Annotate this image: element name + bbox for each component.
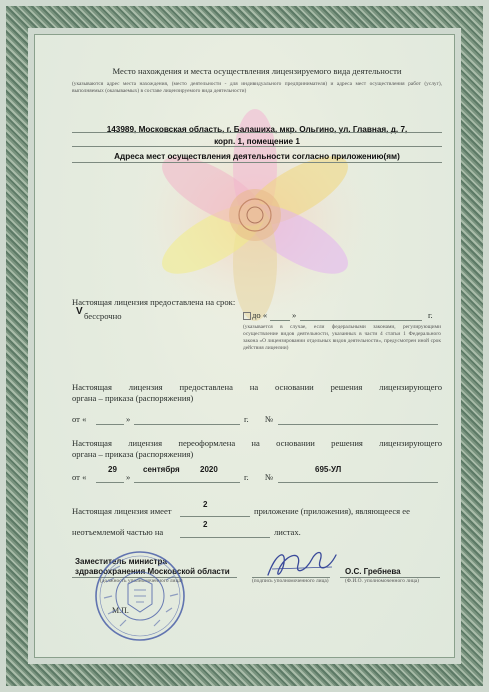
reissue-date-prefix: от « — [72, 472, 87, 482]
basis-label-2: органа – приказа (распоряжения) — [72, 393, 194, 403]
term-note: (указывается в случае, если федеральными законами, регулирующими осуществление видов деятельности, указанных в части 4 статьи 1 Федерального закона «О лицензировании отдельных видов деятельности», предусмотрен иной срок действия лицензии) — [243, 324, 441, 351]
underline — [180, 516, 250, 517]
underline — [270, 320, 290, 321]
basis-label-1: Настоящая лицензия предоставлена на основании решения лицензирующего — [72, 382, 442, 392]
underline — [278, 482, 438, 483]
underline — [278, 424, 438, 425]
checkbox-until — [243, 312, 251, 320]
reissue-year-suffix: г. — [244, 472, 249, 482]
caption-position: (должность уполномоченного лица) — [100, 578, 183, 584]
term-until-prefix: до « — [252, 310, 268, 320]
appendix-text-3: неотъемлемой частью на — [72, 527, 164, 537]
caption-name: (Ф.И.О. уполномоченного лица) — [345, 578, 419, 584]
appendix-count: 2 — [203, 500, 208, 509]
section-heading: Место нахождения и места осуществления лицензируемого вида деятельности — [112, 66, 402, 76]
term-until-mid: » — [292, 310, 297, 320]
underline — [134, 424, 240, 425]
underline — [72, 146, 442, 147]
underline — [134, 482, 240, 483]
appendix-text-4: листах. — [274, 527, 301, 537]
term-label: Настоящая лицензия предоставлена на срок: — [72, 297, 236, 307]
signer-position-2: здравоохранения Московской области — [75, 567, 230, 576]
underline — [96, 424, 124, 425]
basis-date-prefix: от « — [72, 414, 87, 424]
signer-position-1: Заместитель министра — [75, 557, 167, 566]
reissue-year: 2020 — [200, 465, 218, 474]
official-seal-icon — [92, 548, 188, 644]
reissue-date-mid: » — [126, 472, 131, 482]
address-line-1: 143989, Московская область, г. Балашиха, мкр. Ольгино, ул. Главная, д. 7, — [106, 125, 408, 134]
term-indefinite: бессрочно — [84, 311, 122, 321]
caption-signature: (подпись уполномоченного лица) — [252, 578, 329, 584]
reissue-number: 695-УЛ — [315, 465, 342, 474]
section-note: (указываются адрес места нахождения, (место деятельности - для индивидуального предпринимателя) и адреса мест осуществления работ (услуг), выполняемых (оказываемых) в составе лицензируемого вида деятельности) — [72, 81, 442, 94]
basis-num-prefix: № — [265, 414, 274, 424]
underline — [72, 132, 442, 133]
reissue-label-2: органа – приказа (распоряжения) — [72, 449, 194, 459]
appendix-sheets: 2 — [203, 520, 208, 529]
basis-date-mid: » — [126, 414, 131, 424]
address-line-3: Адреса мест осуществления деятельности согласно приложению(ям) — [114, 152, 400, 161]
reissue-month: сентября — [143, 465, 180, 474]
reissue-num-prefix: № — [265, 472, 274, 482]
basis-year-suffix: г. — [244, 414, 249, 424]
underline — [72, 162, 442, 163]
underline — [96, 482, 124, 483]
underline — [300, 320, 422, 321]
reissue-day: 29 — [108, 465, 117, 474]
reissue-label-1: Настоящая лицензия переоформлена на основании решения лицензирующего — [72, 438, 442, 448]
term-year-suffix: г. — [428, 310, 433, 320]
appendix-text-2: приложение (приложения), являющееся ее — [254, 506, 410, 516]
signer-name: О.С. Гребнева — [345, 567, 401, 576]
handwritten-signature-icon — [262, 545, 342, 583]
seal-label: М.П. — [112, 606, 129, 615]
check-mark: V — [76, 306, 83, 317]
underline — [180, 537, 270, 538]
appendix-text-1: Настоящая лицензия имеет — [72, 506, 172, 516]
address-line-2: корп. 1, помещение 1 — [214, 137, 300, 146]
